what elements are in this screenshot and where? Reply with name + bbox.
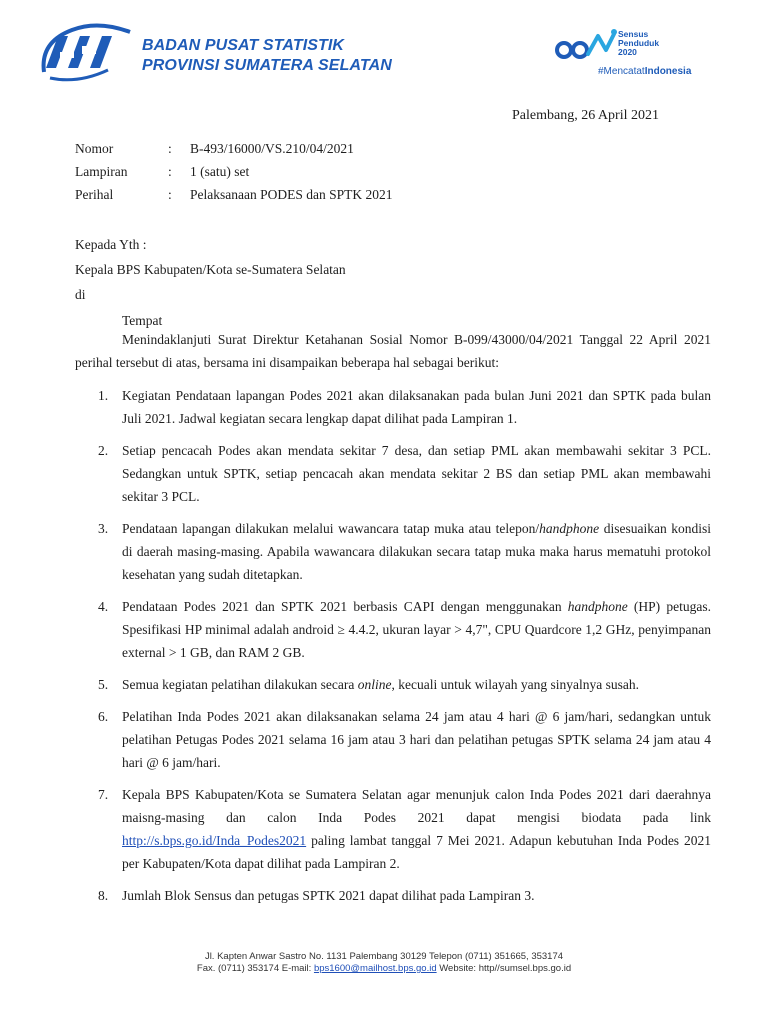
list-item bbox=[75, 439, 711, 508]
letter-date: Palembang, 26 April 2021 bbox=[512, 108, 659, 123]
italic-term: handphone bbox=[539, 521, 600, 536]
meta-value: Pelaksanaan PODES dan SPTK 2021 bbox=[190, 186, 393, 202]
text-segment: disesuaikan kondisi di daerah masing-masing. Apabila wawancara dilakukan secara tatap muka maka harus mematuhi protokol kesehatan yang sudah ditetapkan. bbox=[122, 521, 711, 582]
list-item-number: 2. bbox=[98, 443, 109, 458]
meta-label: Lampiran bbox=[75, 163, 128, 179]
list-item-text bbox=[122, 595, 711, 664]
meta-value: B-493/16000/VS.210/04/2021 bbox=[190, 140, 354, 156]
text-segment: Kegiatan Pendataan lapangan Podes 2021 akan dilaksanakan pada bulan Juni 2021 dan SPTK pada bulan Juli 2021. Jadwal kegiatan secara lengkap dapat dilihat pada Lampiran 1. bbox=[122, 388, 711, 426]
recipient-addressee: Kepala BPS Kabupaten/Kota se-Sumatera Selatan bbox=[75, 262, 346, 277]
list-item-text bbox=[122, 783, 711, 875]
text-segment: Pelatihan Inda Podes 2021 akan dilaksanakan selama 24 jam atau 4 hari @ 6 jam/hari, sedangkan untuk pelatihan Petugas Podes 2021 selama 16 jam atau 3 hari dan pelatihan petugas SPTK selama 24 jam atau 4 hari @ 6 jam/hari. bbox=[122, 709, 711, 770]
list-item-number: 8. bbox=[98, 888, 109, 903]
meta-label: Nomor bbox=[75, 140, 114, 156]
meta-row-lampiran bbox=[75, 160, 393, 183]
text-segment: paling lambat tanggal 7 Mei 2021. Adapun kebutuhan Inda Podes 2021 per Kabupaten/Kota dapat dilihat pada Lampiran 2. bbox=[122, 833, 711, 871]
list-item-text bbox=[122, 439, 711, 508]
meta-colon: : bbox=[168, 186, 172, 202]
letter-meta bbox=[75, 137, 393, 206]
list-item-number: 7. bbox=[98, 787, 109, 802]
list-item bbox=[75, 595, 711, 664]
list-item-text bbox=[122, 673, 711, 696]
census-hashtag-suffix: Indonesia bbox=[644, 66, 692, 77]
italic-term: online bbox=[357, 677, 392, 692]
meta-colon: : bbox=[168, 140, 172, 156]
text-segment: (HP) petugas. Spesifikasi HP minimal adalah android ≥ 4.4.2, ukuran layar > 4,7", CPU Quardcore 1,2 GHz, penyimpanan external > 1 GB, dan RAM 2 GB. bbox=[122, 599, 711, 660]
footer-email-link[interactable]: bps1600@mailhost.bps.go.id bbox=[313, 963, 437, 974]
list-item-text bbox=[122, 884, 711, 907]
list-item-text bbox=[122, 517, 711, 586]
list-item-text bbox=[122, 705, 711, 774]
biodata-link[interactable]: http://s.bps.go.id/Inda_Podes2021 bbox=[122, 833, 307, 848]
recipient-greeting: Kepada Yth : bbox=[75, 237, 147, 252]
census-hashtag-prefix: #Mencatat bbox=[598, 66, 645, 77]
list-item bbox=[75, 884, 711, 907]
bps-logo-icon bbox=[38, 22, 138, 84]
list-item-number: 1. bbox=[98, 388, 109, 403]
recipient-tempat: Tempat bbox=[122, 313, 163, 328]
letterhead bbox=[38, 22, 738, 84]
text-segment: Jumlah Blok Sensus dan petugas SPTK 2021 dapat dilihat pada Lampiran 3. bbox=[122, 888, 535, 903]
list-item bbox=[75, 673, 711, 696]
intro-paragraph: Menindaklanjuti Surat Direktur Ketahanan Sosial Nomor B-099/43000/04/2021 Tanggal 22 April 2021 perihal tersebut di atas, bersama ini disampaikan beberapa hal sebagai berikut: bbox=[75, 332, 711, 370]
text-segment: Pendataan lapangan dilakukan melalui wawancara tatap muka atau telepon/ bbox=[122, 521, 540, 536]
list-item-number: 4. bbox=[98, 599, 109, 614]
list-item bbox=[75, 705, 711, 774]
meta-colon: : bbox=[168, 163, 172, 179]
letter-footer bbox=[0, 951, 768, 975]
list-item-number: 3. bbox=[98, 521, 109, 536]
census-logo bbox=[554, 28, 734, 84]
list-item bbox=[75, 384, 711, 430]
footer-address: Jl. Kapten Anwar Sastro No. 1131 Palembang 30129 Telepon (0711) 351665, 353174 bbox=[204, 951, 564, 962]
meta-row-perihal bbox=[75, 183, 393, 206]
text-segment: , kecuali untuk wilayah yang sinyalnya susah. bbox=[391, 677, 639, 692]
census-line-2: Penduduk bbox=[618, 38, 660, 48]
recipient-di: di bbox=[75, 287, 86, 302]
census-title bbox=[618, 30, 659, 57]
list-item-text bbox=[122, 384, 711, 430]
footer-contact bbox=[0, 963, 768, 975]
sensus-penduduk-logo-icon bbox=[554, 28, 618, 64]
numbered-list bbox=[75, 384, 711, 907]
text-segment: Kepala BPS Kabupaten/Kota se Sumatera Selatan agar menunjuk calon Inda Podes 2021 dari daerahnya maisng-masing dan calon Inda Podes 2021 dapat mengisi biodata pada link bbox=[122, 787, 711, 825]
italic-term: handphone bbox=[567, 599, 628, 614]
list-item bbox=[75, 517, 711, 586]
census-hashtag bbox=[598, 66, 691, 77]
text-segment: Setiap pencacah Podes akan mendata sekitar 7 desa, dan setiap PML akan membawahi sekitar 3 PCL. Sedangkan untuk SPTK, setiap pencacah akan mendata sekitar 2 BS dan setiap PML akan membawahi sekitar 3 PCL. bbox=[122, 443, 711, 504]
text-segment: Pendataan Podes 2021 dan SPTK 2021 berbasis CAPI dengan menggunakan bbox=[122, 599, 568, 614]
organization-line-2: PROVINSI SUMATERA SELATAN bbox=[142, 57, 392, 74]
census-line-3: 2020 bbox=[618, 47, 637, 57]
census-line-1: Sensus bbox=[618, 29, 649, 39]
footer-website: Website: http//sumsel.bps.go.id bbox=[436, 963, 572, 974]
list-item-number: 6. bbox=[98, 709, 109, 724]
meta-row-nomor bbox=[75, 137, 393, 160]
organization-name bbox=[142, 36, 392, 76]
meta-label: Perihal bbox=[75, 186, 114, 202]
text-segment: Semua kegiatan pelatihan dilakukan secara bbox=[122, 677, 358, 692]
list-item-number: 5. bbox=[98, 677, 109, 692]
organization-line-1: BADAN PUSAT STATISTIK bbox=[142, 37, 345, 54]
list-item bbox=[75, 783, 711, 875]
letter-body bbox=[75, 328, 711, 916]
recipient-block bbox=[75, 232, 346, 333]
footer-fax: Fax. (0711) 353174 E-mail: bbox=[196, 963, 314, 974]
meta-value: 1 (satu) set bbox=[190, 163, 250, 179]
